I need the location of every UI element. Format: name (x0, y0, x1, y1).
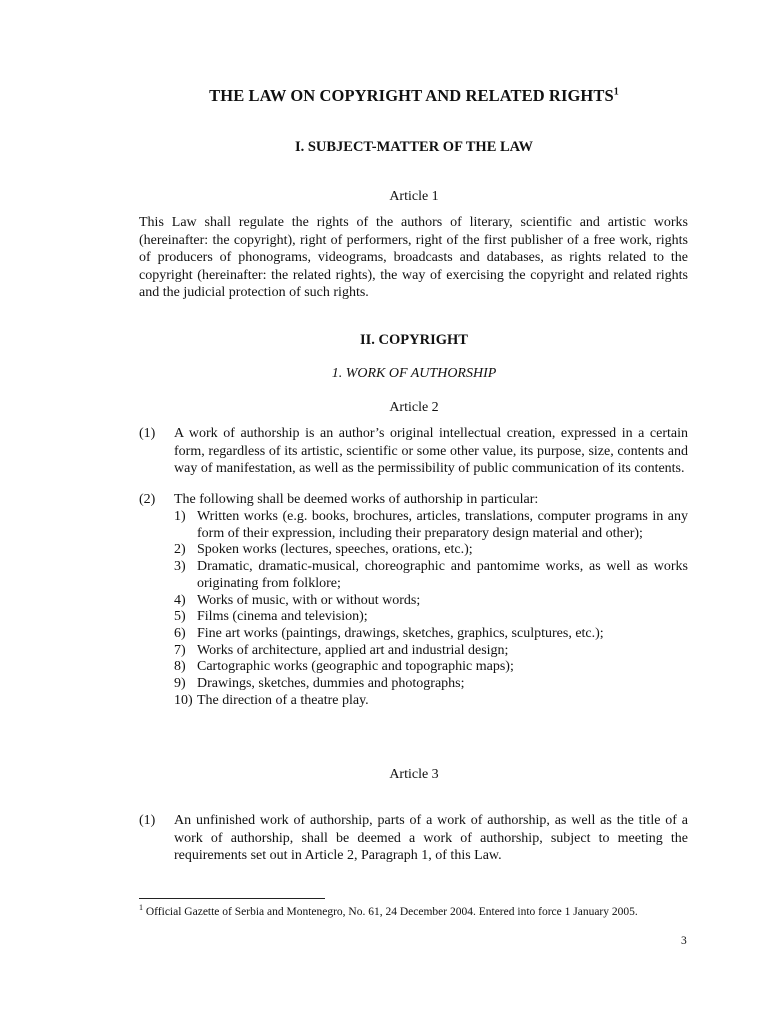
article-3-para-1-number: (1) (139, 813, 156, 828)
list-item: 10) The direction of a theatre play. (174, 692, 369, 708)
footnote (139, 905, 679, 920)
list-item: 3) Dramatic, dramatic-musical, choreographic and pantomime works, as well as works originating from folklore; (174, 559, 688, 591)
list-item: 1) Written works (e.g. books, brochures, articles, translations, computer programs in any form of their expression, including their preparatory design material and other); (174, 509, 688, 541)
article-2-para-2-number: (2) (139, 492, 156, 507)
article-2-label: Article 2 (389, 400, 439, 415)
list-item: 7) Works of architecture, applied art and industrial design; (174, 642, 509, 658)
list-item: 2) Spoken works (lectures, speeches, orations, etc.); (174, 542, 473, 558)
page-number: 3 (681, 935, 687, 947)
article-1-text: This Law shall regulate the rights of the authors of literary, scientific and artistic works (hereinafter: the copyright), right of performers, right of the first publisher of a free work, rights of producers of phonograms, videograms, broadcasts and databases, as rights related to the copyright (hereinafter: the related rights), the way of exercising the copyright and related rights and the judicial protection of such rights. (139, 215, 688, 300)
document-title: THE LAW ON COPYRIGHT AND RELATED RIGHTS$^1$ (209, 86, 619, 105)
list-item: 5) Films (cinema and television); (174, 609, 368, 625)
article-3-label: Article 3 (389, 767, 439, 782)
list-item: 9) Drawings, sketches, dummies and photographs; (174, 676, 465, 692)
list-item: 6) Fine art works (paintings, drawings, sketches, graphics, sculptures, etc.); (174, 625, 604, 641)
works-of-authorship-list (174, 509, 688, 709)
list-item: 8) Cartographic works (geographic and topographic maps); (174, 659, 514, 675)
footnote-text: Official Gazette of Serbia and Montenegro, No. 61, 24 December 2004. Entered into force 1 January 2005. (145, 906, 638, 918)
article-1-label: Article 1 (389, 189, 439, 204)
title-footnote-mark: 1 (613, 86, 619, 98)
article-2-para-1-text: A work of authorship is an author’s original intellectual creation, expressed in a certain form, regardless of its artistic, scientific or some other value, its purpose, size, contents and way of manifestation, as well as the permissibility of public communication of its contents. (174, 426, 688, 476)
section-heading-work-of-authorship: 1. WORK OF AUTHORSHIP (331, 366, 497, 381)
article-2-para-1-number: (1) (139, 426, 156, 441)
list-item: 4) Works of music, with or without words; (174, 592, 421, 608)
footnote-mark: 1 (139, 903, 143, 913)
footnote-separator (139, 898, 325, 899)
article-2-para-2-text: The following shall be deemed works of authorship in particular: (174, 492, 539, 507)
chapter-heading-subject-matter: I. SUBJECT-MATTER OF THE LAW (294, 139, 534, 155)
article-3-para-1-text: An unfinished work of authorship, parts of a work of authorship, as well as the title of a work of authorship, shall be deemed a work of authorship, subject to meeting the requirements set out in Article 2, Paragraph 1, of this Law. (174, 813, 688, 863)
chapter-heading-copyright: II. COPYRIGHT (360, 332, 468, 348)
